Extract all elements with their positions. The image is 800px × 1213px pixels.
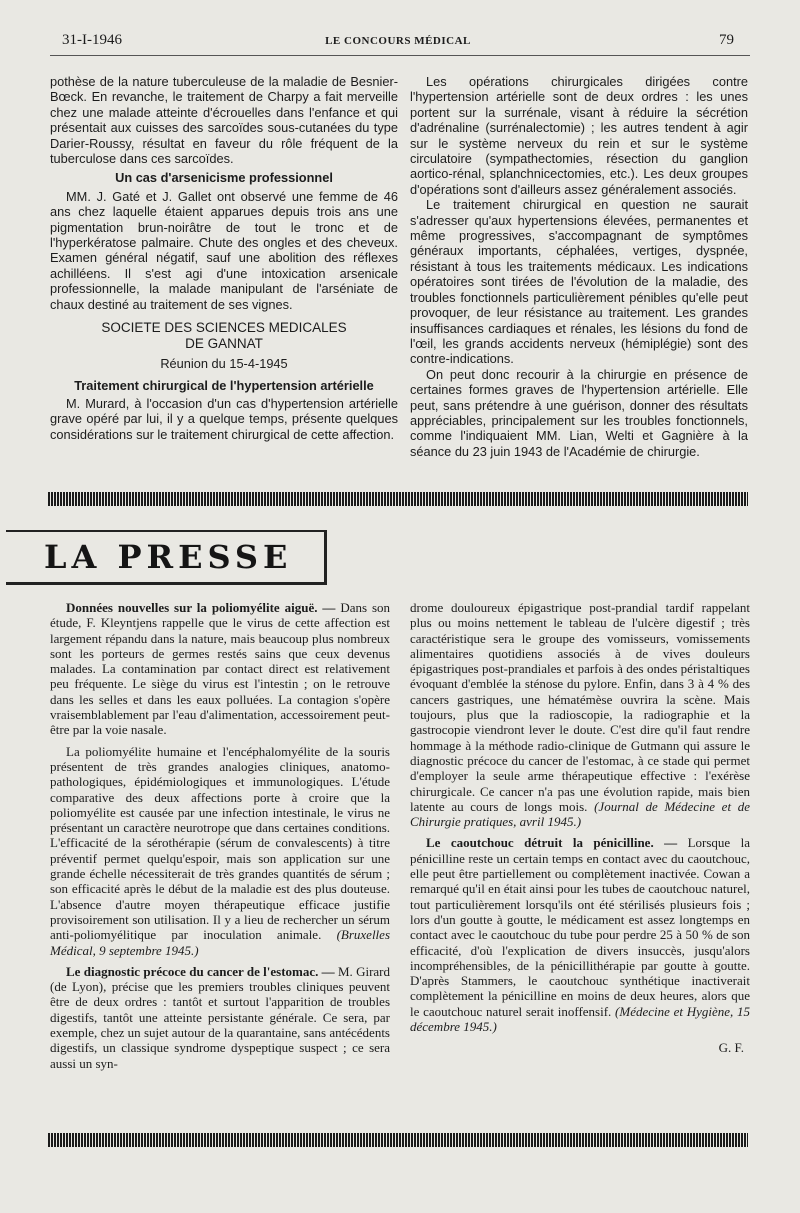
header-rule xyxy=(50,55,750,56)
section-heading: Traitement chirurgical de l'hypertension artérielle xyxy=(74,377,374,393)
article xyxy=(50,744,390,958)
paragraph: Le traitement chirurgical en question ne saurait s'adresser qu'aux hypertensions élevées, permanentes et même progressives, s'accompagnant de symptômes généraux importants, céphalées, vertiges, dyspnée, résistant à tous les traitements médicaux. Les indications opératoires sont tirées de l'évolution de la maladie, des troubles fonctionnels particulièrement pénibles qu'elle peut provoquer, de leur résistance au traitement. Les grandes insuffisances cardiaques et rénales, les lésions du fond de l'œil, les grands accidents nerveux (hémiplégie) sont des contre-indications. xyxy=(410,197,748,367)
top-right-column xyxy=(410,74,748,459)
running-header xyxy=(62,32,734,54)
paragraph: M. Murard, à l'occasion d'un cas d'hypertension artérielle grave opéré par lui, il y a quelque temps, présente quelques considérations sur le traitement chirurgical de cette affection. xyxy=(50,395,398,442)
article-text: Dans son étude, F. Kleyntjens rappelle que le virus de cette affection est largement répandu dans la nature, mais beaucoup plus nombreux sont les porteurs de germes restés sains que ceux devenus malades. La contamination par contact direct est relativement peu fréquente. Le siège du virus est l'intestin ; on le retrouve dans les selles et dans les eaux polluées. La contagion s'opère vraisemblablement par l'eau d'alimentation, accessoirement peut-être par la voie nasale. xyxy=(50,600,391,738)
article xyxy=(410,600,750,829)
section-heading: Un cas d'arsenicisme professionnel xyxy=(115,170,333,186)
page-number: 79 xyxy=(719,32,734,48)
article-title: Le caoutchouc détruit la pénicilline. — xyxy=(426,835,678,851)
citation: (Journal de Médecine et de Chirurgie pratiques, avril 1945.) xyxy=(410,798,750,830)
paragraph: pothèse de la nature tuberculeuse de la maladie de Besnier-Bœck. En revanche, le traitement de Charpy a fait merveille chez une malade atteinte d'écrouelles dans l'enfance et qui présentait aux cuisses des sarcoïdes sous-cutanées du type Darier-Roussy, résultat en faveur du rôle fréquent de la tuberculose dans ces sarcoïdes. xyxy=(50,74,398,167)
citation: (Bruxelles Médical, 9 septembre 1945.) xyxy=(50,927,390,958)
section-title: LA PRESSE xyxy=(44,538,293,576)
article xyxy=(50,600,390,738)
top-left-column xyxy=(50,74,398,442)
article-text: drome douloureux épigastrique post-prandial tardif rappelant plus ou moins nettement le tableau de l'ulcère digestif ; très caractéristique sera le groupe des vomisseurs, vomissements alimentaires quotidiens associés à de vives douleurs épigastriques post-prandiales et parfois à des ondes péristaltiques évoquant d'emblée la sténose du pylore. Enfin, dans 3 à 4 % des cancers gastriques, une hématémèse ouvrira la scène. Mais toujours, plus que la radioscopie, la radiographie et la gastrocopie viendront lever le doute. C'est dire qu'il faut rendre hommage à la méthode radio-clinique de Gutmann qui assure le diagnostic précoce du cancer de l'estomac, à ce stade qui permet d'employer la seule arme thérapeutique effective : l'exérèse chirurgicale. Ce cancer n'a pas une évolution rapide, mais bien latente au cours de longs mois. xyxy=(410,600,750,814)
paragraph: Les opérations chirurgicales dirigées contre l'hypertension artérielle sont de deux ordres : les unes portent sur la surrénale, visant à réduire la sécrétion d'adrénaline (surrénalectomie) ; les autres tendent à agir sur le système nerveux du rein et sur le système circulatoire (sympathectomies, résection du ganglion aortico-rénal, splanchnicectomies, etc.). Les deux groupes d'opérations sont d'ailleurs assez généralement associés. xyxy=(410,74,748,197)
issue-date: 31-I-1946 xyxy=(62,32,122,48)
bottom-left-column xyxy=(50,600,390,1077)
article-title: Données nouvelles sur la poliomyélite aiguë. — xyxy=(66,600,336,615)
society-name-line: DE GANNAT xyxy=(185,336,263,352)
paragraph: On peut donc recourir à la chirurgie en présence de certaines formes graves de l'hypertension artérielle. Elle peut, sans prétendre à une guérison, donner des résultats appréciables, principalement sur les troubles fonctionnels, comme l'indiquaient MM. Lian, Welti et Gagnière à la séance du 23 juin 1943 de l'Académie de chirurgie. xyxy=(410,366,748,459)
article xyxy=(410,835,750,1034)
bottom-right-column xyxy=(410,600,750,1062)
society-name-line: SOCIETE DES SCIENCES MEDICALES xyxy=(101,320,347,336)
article-text: La poliomyélite humaine et l'encéphalomyélite de la souris présentent de très grandes analogies cliniques, anatomo-pathologiques, épidémiologiques et immunologiques. L'étude comparative des deux affections porte à croire que la poliomyélite est causée par une infection intestinale, le virus ne présentant un caractère neurotrope que dans certaines conditions. L'efficacité de la sérothérapie (sérum de convalescents) à titre préventif permet quelqu'espoir, mais son application sur une grande échelle nécessiterait de très grandes quantités de sérum ; son efficacité après le début de la maladie est des plus douteuse. L'absence d'autre moyen thérapeutique efficace justifie provisoirement son utilisation. Il y a lieu de rechercher un sérum anti-poliomyélitique par inoculation animale. xyxy=(50,743,390,943)
article-text: M. Girard (de Lyon), précise que les premiers troubles cliniques peuvent être de deux ordres : tantôt et surtout l'apparition de troubles digestifs, tantôt une atteinte persistante générale. Ce sera, par exemple, chez un sujet autour de la quarantaine, sans antécédents digestifs, un classique syndrome dyspeptique suspect ; ce sera aussi un syn- xyxy=(50,963,390,1071)
article xyxy=(50,964,390,1071)
session-date: Réunion du 15-4-1945 xyxy=(160,356,288,372)
journal-title: LE CONCOURS MÉDICAL xyxy=(325,35,471,47)
article-title: Le diagnostic précoce du cancer de l'estomac. — xyxy=(66,963,335,979)
paragraph: MM. J. Gaté et J. Gallet ont observé une femme de 46 ans chez laquelle étaient apparues depuis trois ans une pigmentation brun-noirâtre de tout le tronc et de l'hyperkératose palmaire. Chute des ongles et des cheveux. Examen général négatif, sauf une abolition des réflexes achilléens. Il s'est agi d'une intoxication arsenicale professionnelle, la malade manipulant de l'arséniate de chaux destiné au traitement de ses vignes. xyxy=(50,188,398,312)
society-name xyxy=(50,320,398,352)
article-text: Lorsque la pénicilline reste un certain temps en contact avec du caoutchouc, elle peut être partiellement ou complètement inactivée. Cowan a remarqué qu'il en était ainsi pour les tubes de caoutchouc naturel, tout particulièrement lorsqu'ils ont été stérilisés plusieurs fois ; lors d'un goutte à goutte, le médicament est assez longtemps en contact avec le caoutchouc du tube pour perdre 25 à 50 % de son efficacité, d'où l'explication de divers insuccès, jusqu'alors incompréhensibles, de la pénicillithérapie par goutte à goutte. D'après Stammers, le caoutchouc synthétique inactiverait complètement la pénicilline en moins de deux heures, alors que le caoutchouc naturel serait inoffensif. xyxy=(410,835,750,1019)
decorative-rule xyxy=(48,492,748,506)
decorative-rule xyxy=(48,1133,748,1147)
section-banner xyxy=(6,530,327,585)
author-signature: G. F. xyxy=(718,1040,744,1056)
citation: (Médecine et Hygiène, 15 décembre 1945.) xyxy=(410,1003,751,1035)
